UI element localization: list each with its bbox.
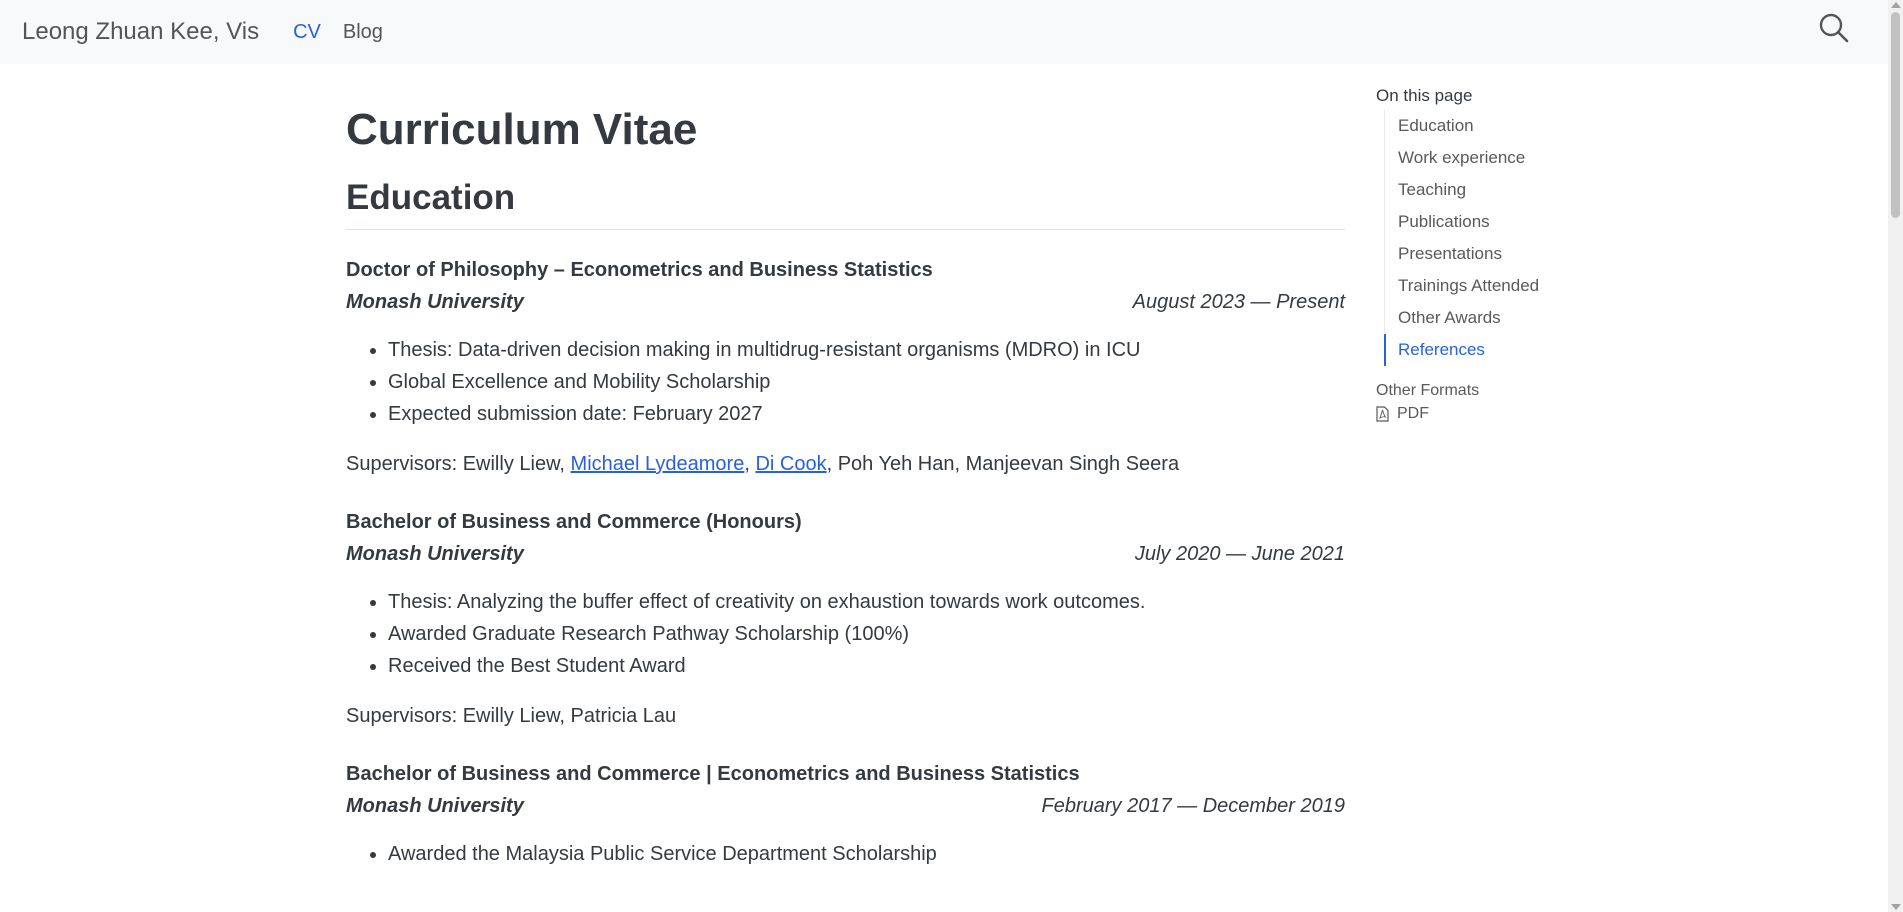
page-scrollbar[interactable] (1888, 0, 1903, 912)
nav-links (293, 21, 405, 44)
entry-meta-row (346, 790, 1345, 822)
entry-institution: Monash University (346, 542, 524, 565)
entry-bullets (346, 586, 1345, 682)
entry-date: August 2023 — Present (1132, 290, 1345, 313)
toc-item-publications[interactable]: Publications (1398, 212, 1490, 231)
site-brand[interactable]: Leong Zhuan Kee, Vis (22, 18, 260, 45)
scroll-thumb[interactable] (1891, 12, 1900, 218)
entry-bullets (346, 838, 1345, 870)
scroll-up-arrow-icon[interactable] (1891, 2, 1901, 8)
toc-item-presentations[interactable]: Presentations (1398, 244, 1502, 263)
navbar (0, 0, 1888, 64)
entry-date: July 2020 — June 2021 (1134, 542, 1345, 565)
list-item: • Thesis: Data-driven decision making in multidrug-resistant organisms (MDRO) in ICU (388, 334, 1345, 366)
toc-heading: On this page (1376, 86, 1473, 105)
toc-item-work-experience[interactable]: Work experience (1398, 148, 1526, 167)
entry-bullets (346, 334, 1345, 430)
nav-link-blog[interactable]: Blog (342, 20, 383, 43)
education-entry (346, 758, 1345, 870)
education-entry (346, 506, 1345, 732)
entry-meta-row (346, 538, 1345, 570)
list-item: • Received the Best Student Award (388, 650, 1345, 682)
list-item: • Expected submission date: February 2027 (388, 398, 1345, 430)
main-content (346, 64, 1345, 870)
entry-degree: Doctor of Philosophy – Econometrics and Business Statistics (346, 258, 933, 281)
supervisors-label: Supervisors: Ewilly Liew, (346, 452, 571, 475)
entry-supervisors: Supervisors: Ewilly Liew, Patricia Lau (346, 704, 677, 727)
entry-date: February 2017 — December 2019 (1041, 794, 1345, 817)
toc-item-education[interactable]: Education (1398, 116, 1474, 135)
toc-item-trainings-attended[interactable]: Trainings Attended (1398, 276, 1540, 295)
supervisor-link-di-cook[interactable]: Di Cook (755, 452, 827, 475)
nav-link-cv[interactable]: CV (293, 20, 321, 43)
toc-item-teaching[interactable]: Teaching (1398, 180, 1467, 199)
search-icon[interactable] (1818, 12, 1850, 44)
entry-supervisors (346, 448, 1345, 480)
scroll-down-arrow-icon[interactable] (1891, 904, 1901, 910)
education-entry (346, 254, 1345, 480)
list-item: • Global Excellence and Mobility Scholarship (388, 366, 1345, 398)
toc-item-other-awards[interactable]: Other Awards (1398, 308, 1501, 327)
page-title: Curriculum Vitae (346, 105, 698, 154)
other-formats-heading: Other Formats (1376, 382, 1480, 399)
entry-degree: Bachelor of Business and Commerce | Econometrics and Business Statistics (346, 762, 1080, 785)
supervisors-separator: , (744, 452, 756, 475)
file-pdf-icon (1376, 406, 1389, 422)
toc-list (1384, 110, 1616, 366)
supervisor-link-michael-lydeamore[interactable]: Michael Lydeamore (570, 452, 745, 475)
list-item: • Thesis: Analyzing the buffer effect of creativity on exhaustion towards work outcomes. (388, 586, 1345, 618)
entry-institution: Monash University (346, 794, 524, 817)
list-item: • Awarded Graduate Research Pathway Scholarship (100%) (388, 618, 1345, 650)
pdf-download-link[interactable] (1376, 405, 1616, 423)
section-title-education: Education (346, 177, 1345, 230)
pdf-link-label: PDF (1397, 405, 1429, 422)
list-item: • Awarded the Malaysia Public Service Department Scholarship (388, 838, 1345, 870)
entry-meta-row (346, 286, 1345, 318)
supervisors-rest: , Poh Yeh Han, Manjeevan Singh Seera (826, 452, 1180, 475)
entry-degree: Bachelor of Business and Commerce (Honours) (346, 510, 802, 533)
table-of-contents (1376, 86, 1616, 423)
entry-institution: Monash University (346, 290, 524, 313)
toc-item-references[interactable]: References (1384, 334, 1616, 366)
